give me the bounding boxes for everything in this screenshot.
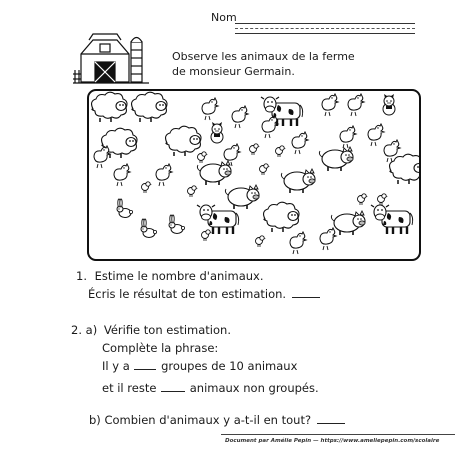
barn-icon — [73, 30, 149, 84]
sentence-1-row — [102, 358, 297, 374]
pig-icon — [331, 211, 365, 235]
question-2a-line-1: Vérifie ton estimation. — [103, 323, 231, 337]
name-line — [235, 23, 415, 24]
sheep-icon — [264, 202, 299, 232]
chick-icon — [256, 236, 267, 247]
chick-icon — [250, 144, 261, 155]
name-line-3 — [235, 33, 415, 34]
sheep-icon — [132, 92, 167, 122]
remaining-answer-blank[interactable] — [161, 381, 185, 392]
question-2-number: 2. — [71, 323, 82, 337]
pig-icon — [281, 169, 315, 193]
footer-rule — [221, 434, 455, 435]
sentence-2-after: animaux non groupés. — [189, 381, 319, 395]
chick-icon — [358, 194, 369, 205]
question-2a-line-2-row — [102, 340, 218, 356]
name-label: Nom — [211, 11, 237, 24]
question-2b-row — [89, 412, 345, 428]
instruction-line-1: Observe les animaux de la ferme — [172, 50, 355, 63]
rabbit-icon — [117, 199, 133, 218]
chicken-icon — [290, 232, 306, 254]
question-2a-label: a) — [85, 323, 98, 337]
farm-animals-illustration — [89, 91, 419, 259]
sheep-icon — [92, 92, 127, 122]
cat-icon — [383, 94, 395, 115]
sentence-2-before: et il reste — [102, 381, 157, 395]
chicken-icon — [262, 116, 278, 138]
instruction-text — [172, 49, 402, 79]
worksheet-page — [55, 0, 440, 470]
question-1 — [76, 268, 264, 284]
cow-icon — [371, 205, 413, 234]
footer-credit: Document par Amélie Pepin — https://www.ameliepepin.com/scolaire — [225, 438, 440, 444]
rabbit-icon — [169, 215, 185, 234]
farm-animals-picture — [87, 89, 421, 261]
chick-icon — [142, 182, 153, 193]
chicken-icon — [368, 124, 384, 146]
chicken-icon — [322, 94, 338, 116]
chick-icon — [378, 194, 389, 205]
chicken-icon — [340, 126, 356, 148]
pig-icon — [225, 185, 259, 209]
question-1-line-2: Écris le résultat de ton estimation. — [88, 287, 287, 301]
sentence-1-after: groupes de 10 animaux — [161, 359, 298, 373]
sheep-icon — [390, 154, 419, 184]
chicken-icon — [94, 146, 110, 168]
question-2b-label: b) — [89, 413, 101, 427]
question-2b-text: Combien d'animaux y a-t-il en tout? — [104, 413, 312, 427]
pig-icon — [197, 161, 231, 185]
instruction-line-2: de monsieur Germain. — [172, 65, 295, 78]
chick-icon — [276, 146, 287, 157]
question-2a-line-2: Complète la phrase: — [102, 341, 219, 355]
chick-icon — [198, 152, 209, 163]
total-answer-blank[interactable] — [317, 413, 345, 424]
chicken-icon — [114, 164, 130, 186]
sentence-1-before: Il y a — [102, 359, 130, 373]
chicken-icon — [320, 228, 336, 250]
chicken-icon — [232, 106, 248, 128]
chicken-icon — [156, 164, 172, 186]
cow-icon — [197, 205, 239, 234]
chick-icon — [260, 164, 271, 175]
name-line-2 — [235, 28, 415, 29]
chicken-icon — [224, 144, 240, 166]
chick-icon — [188, 186, 199, 197]
question-1-line-2-row — [88, 286, 320, 302]
chicken-icon — [202, 98, 218, 120]
sentence-2-row — [102, 380, 319, 396]
question-1-number: 1. — [76, 269, 87, 283]
sheep-icon — [166, 126, 201, 156]
estimate-answer-blank[interactable] — [292, 287, 320, 298]
question-1-line-1: Estime le nombre d'animaux. — [94, 269, 264, 283]
chicken-icon — [292, 132, 308, 154]
rabbit-icon — [141, 219, 157, 238]
question-2a — [71, 322, 231, 338]
pig-icon — [319, 147, 353, 171]
chick-icon — [202, 230, 213, 241]
cat-icon — [211, 122, 223, 143]
groups-answer-blank[interactable] — [134, 359, 156, 370]
chicken-icon — [348, 94, 364, 116]
